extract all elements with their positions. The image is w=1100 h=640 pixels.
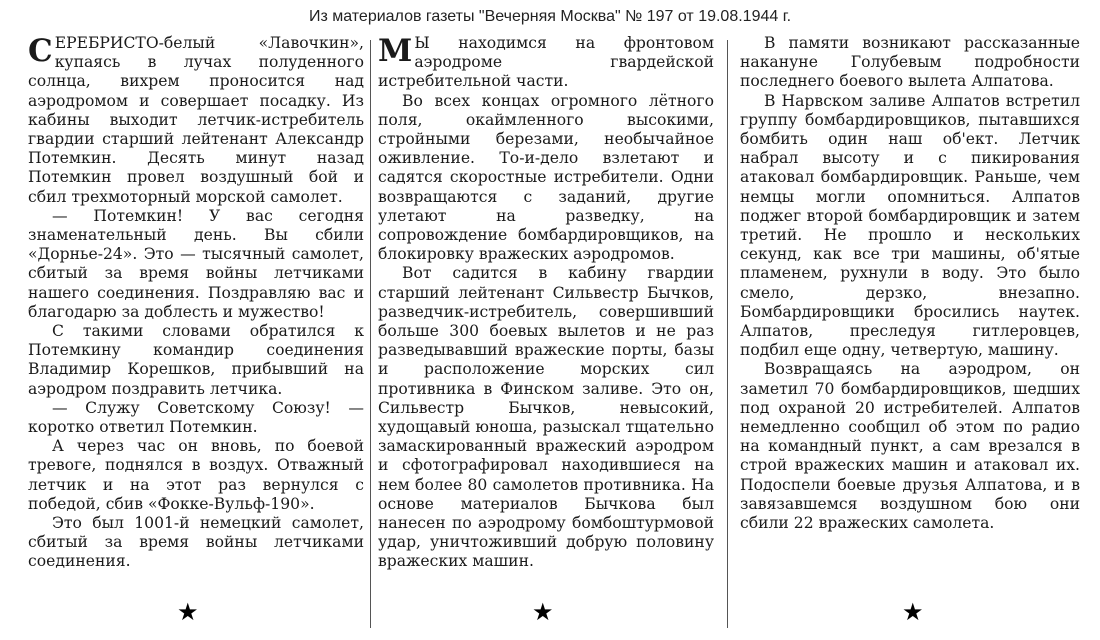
- column-divider: [727, 40, 728, 628]
- drop-cap: М: [378, 33, 413, 69]
- paragraph: Вот садится в кабину гвардии старший лейтенант Сильвестр Бычков, разведчик-истребитель, совершивший больше 300 боевых вылетов и не раз разведывавший вражеские порты, базы и расположение морских сил противника в Финском заливе. Это он, Сильвестр Бычков, невысокий, худощавый юноша, разыскал тщательно замаскированный вражеский аэродром и сфотографировал находившиеся на нем более 80 самолетов противника. На основе материалов Бычкова был нанесен по аэродрому бомбоштурмовой удар, уничтоживший добрую половину вражеских машин.: [378, 264, 714, 571]
- paragraph: — Служу Советскому Союзу! — коротко ответил Потемкин.: [28, 398, 364, 437]
- column-divider: [370, 40, 371, 628]
- source-caption: Из материалов газеты "Вечерняя Москва" № 197 от 19.08.1944 г.: [308, 8, 792, 25]
- column-2: [378, 34, 714, 572]
- paragraph: Возвращаясь на аэродром, он заметил 70 бомбардировщиков, шедших под охраной 20 истребителей. Алпатов немедленно сообщил об этом по радио на командный пункт, а сам врезался в строй вражеских машин и атаковал их. Подоспели боевые друзья Алпатова, и в завязавшемся воздушном бою они сбили 22 вражеских самолета.: [740, 360, 1080, 533]
- paragraph-text: Ы находимся на фронтовом аэродроме гвардейской истребительной части.: [378, 34, 714, 91]
- column-1: [28, 34, 364, 572]
- star-icon: ★: [177, 598, 199, 626]
- drop-cap: С: [28, 33, 53, 69]
- paragraph: В Нарвском заливе Алпатов встретил группу бомбардировщиков, пытавшихся бомбить один наш об'ект. Летчик набрал высоту и с пикирования атаковал бомбардировщик. Раньше, чем немцы могли опомниться. Алпатов поджег второй бомбардировщик и затем третий. Не прошло и нескольких секунд, как все три машины, об'ятые пламенем, рухнули в воду. Это было смело, дерзко, внезапно. Бомбардировщики бросились наутек. Алпатов, преследуя гитлеровцев, подбил еще одну, четвертую, машину.: [740, 91, 1080, 360]
- article-columns: [0, 34, 1100, 640]
- star-icon: ★: [902, 598, 924, 626]
- paragraph: А через час он вновь, по боевой тревоге, поднялся в воздух. Отважный летчик и на этот раз вернулся с победой, сбив «Фокке-Вульф-190».: [28, 437, 364, 513]
- paragraph: В памяти возникают рассказанные накануне Голубевым подробности последнего боевого вылета Алпатова.: [740, 34, 1080, 91]
- star-icon: ★: [532, 598, 554, 626]
- paragraph: Это был 1001-й немецкий самолет, сбитый за время войны летчиками соединения.: [28, 514, 364, 571]
- paragraph: Во всех концах огромного лётного поля, окаймленного высокими, стройными березами, необычайное оживление. То-и-дело взлетают и садятся скоростные истребители. Одни возвращаются с заданий, другие улетают на разведку, на сопровождение бомбардировщиков, на блокировку вражеских аэродромов.: [378, 91, 714, 264]
- paragraph: [28, 34, 364, 207]
- paragraph: — Потемкин! У вас сегодня знаменательный день. Вы сбили «Дорнье-24». Это — тысячный самолет, сбитый за время войны летчиками нашего соединения. Поздравляю вас и благодарю за доблесть и мужество!: [28, 206, 364, 321]
- paragraph-text: ЕРЕБРИСТО-белый «Лавочкин», купаясь в лучах полуденного солнца, вихрем проносится над аэродромом и совершает посадку. Из кабины выходит летчик-истребитель гвардии старший лейтенант Александр Потемкин. Десять минут назад Потемкин провел воздушный бой и сбил трехмоторный морской самолет.: [28, 34, 364, 206]
- column-3: [740, 34, 1080, 533]
- paragraph: [378, 34, 714, 92]
- paragraph: С такими словами обратился к Потемкину командир соединения Владимир Корешков, прибывший на аэродром поздравить летчика.: [28, 322, 364, 398]
